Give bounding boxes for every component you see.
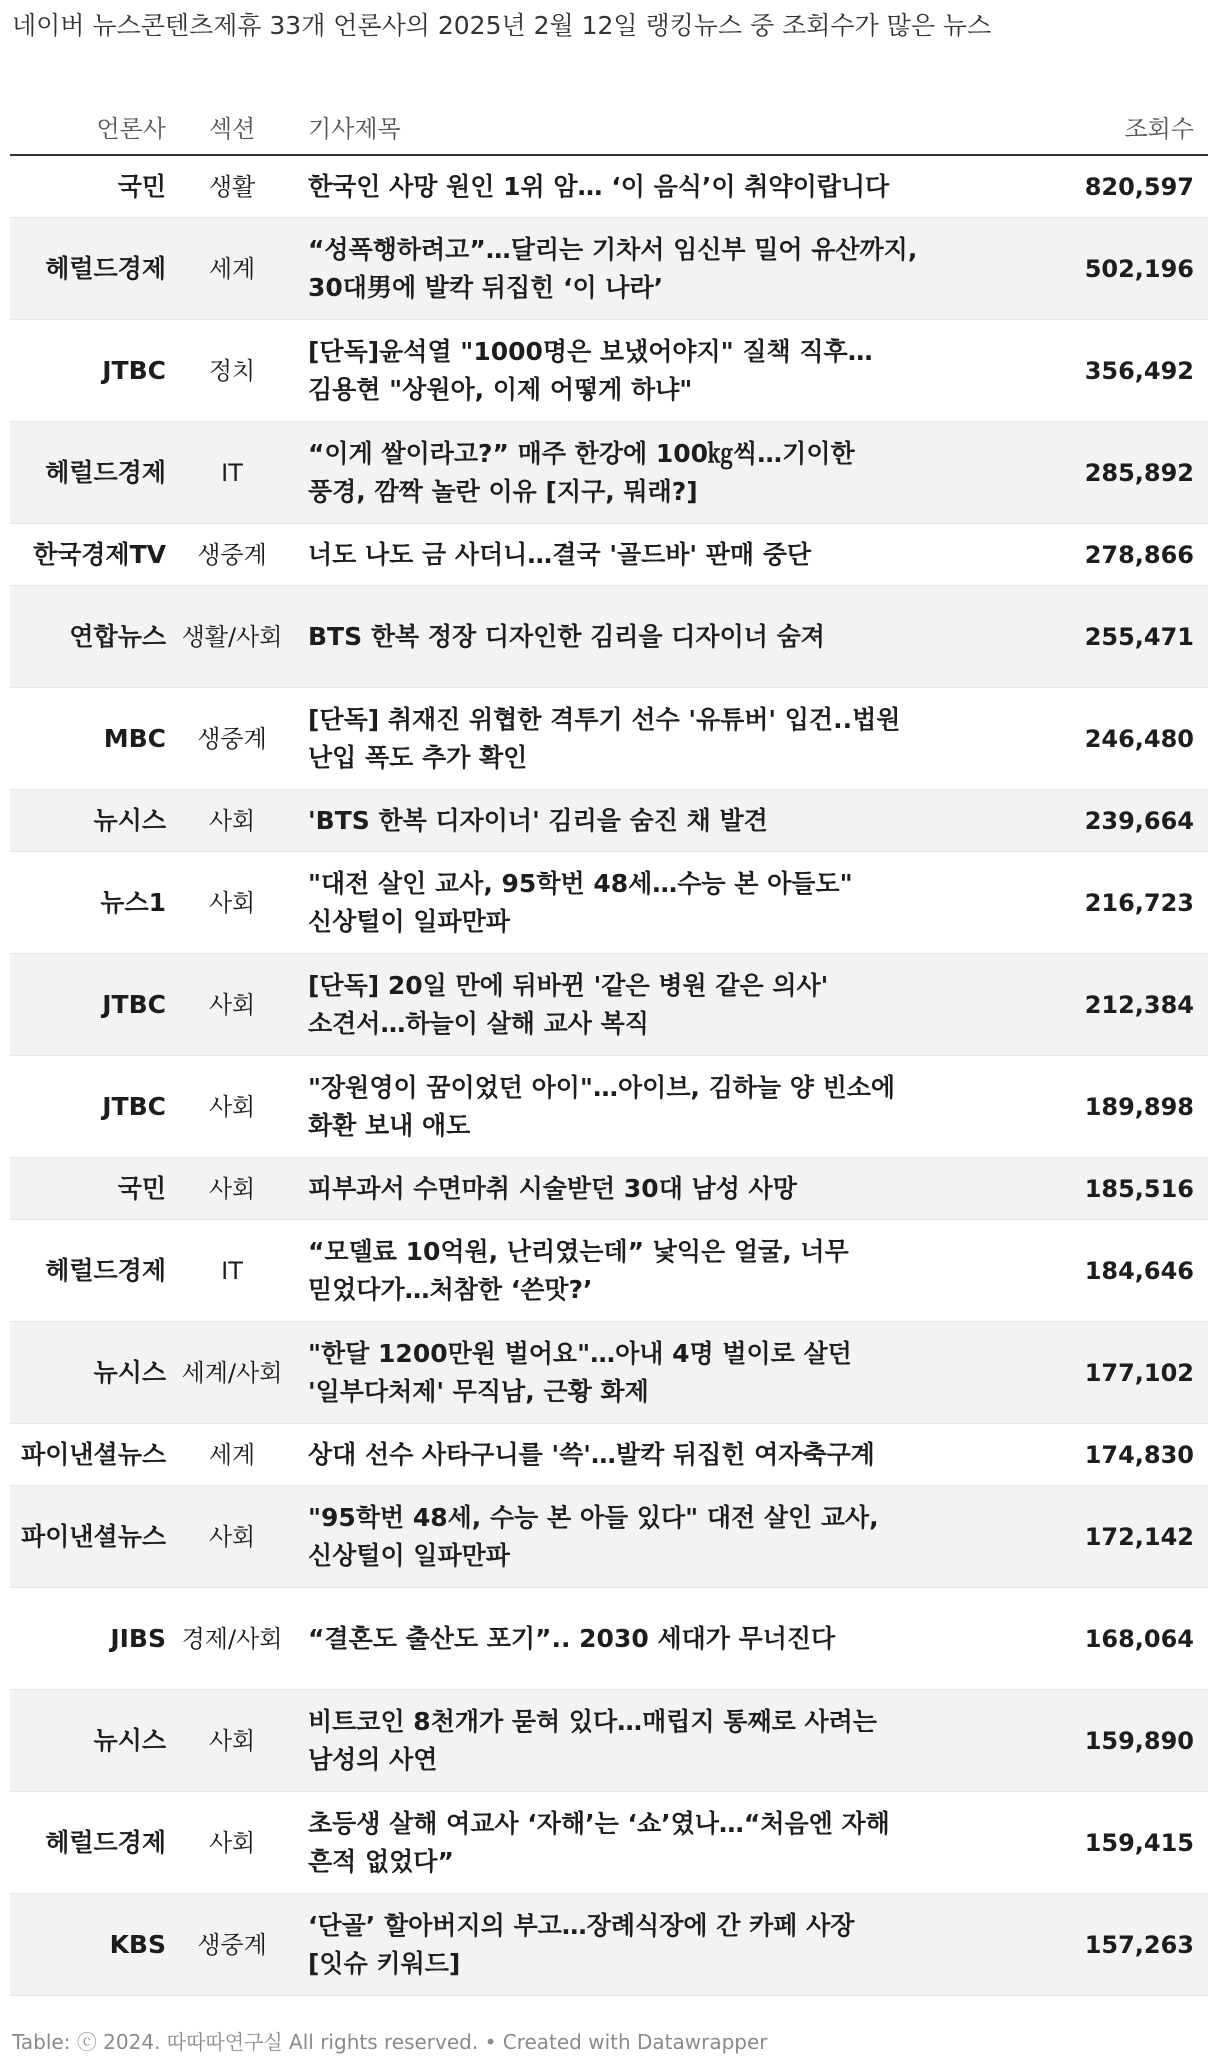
cell-section: 사회 — [170, 790, 294, 852]
cell-section: 사회 — [170, 954, 294, 1056]
cell-section: 정치 — [170, 320, 294, 422]
cell-publisher: 연합뉴스 — [10, 586, 170, 688]
cell-section: 사회 — [170, 1792, 294, 1894]
cell-title: BTS 한복 정장 디자인한 김리을 디자이너 숨져 — [294, 586, 934, 688]
cell-section: 세계/사회 — [170, 1322, 294, 1424]
table-row — [10, 586, 1208, 688]
cell-section: 생중계 — [170, 1894, 294, 1996]
cell-publisher: 뉴시스 — [10, 790, 170, 852]
table-body — [10, 155, 1208, 1996]
cell-publisher: 한국경제TV — [10, 524, 170, 586]
table-row — [10, 1158, 1208, 1220]
cell-views: 157,263 — [934, 1894, 1208, 1996]
cell-title: "대전 살인 교사, 95학번 48세…수능 본 아들도" 신상털이 일파만파 — [294, 852, 934, 954]
cell-views: 174,830 — [934, 1424, 1208, 1486]
table-row — [10, 155, 1208, 218]
cell-views: 285,892 — [934, 422, 1208, 524]
cell-views: 159,415 — [934, 1792, 1208, 1894]
cell-publisher: 뉴시스 — [10, 1690, 170, 1792]
cell-publisher: 파이낸셜뉴스 — [10, 1424, 170, 1486]
chart-title: 네이버 뉴스콘텐츠제휴 33개 언론사의 2025년 2월 12일 랭킹뉴스 중 조회수가 많은 뉴스 — [12, 11, 992, 40]
cell-publisher: 국민 — [10, 1158, 170, 1220]
cell-publisher: 헤럴드경제 — [10, 1220, 170, 1322]
cell-section: 생중계 — [170, 524, 294, 586]
cell-title: 너도 나도 금 사더니…결국 '골드바' 판매 중단 — [294, 524, 934, 586]
cell-publisher: 뉴스1 — [10, 852, 170, 954]
cell-title: “모델료 10억원, 난리였는데” 낯익은 얼굴, 너무 믿었다가…처참한 ‘쓴맛?’ — [294, 1220, 934, 1322]
cell-section: IT — [170, 422, 294, 524]
cell-publisher: 국민 — [10, 155, 170, 218]
cell-views: 246,480 — [934, 688, 1208, 790]
cell-title: 피부과서 수면마취 시술받던 30대 남성 사망 — [294, 1158, 934, 1220]
cell-section: 생활/사회 — [170, 586, 294, 688]
cell-title: 비트코인 8천개가 묻혀 있다…매립지 통째로 사려는 남성의 사연 — [294, 1690, 934, 1792]
cell-views: 239,664 — [934, 790, 1208, 852]
cell-section: 생중계 — [170, 688, 294, 790]
cell-title: 'BTS 한복 디자이너' 김리을 숨진 채 발견 — [294, 790, 934, 852]
cell-title: ‘단골’ 할아버지의 부고…장례식장에 간 카페 사장 [잇슈 키워드] — [294, 1894, 934, 1996]
table-row — [10, 1690, 1208, 1792]
cell-publisher: KBS — [10, 1894, 170, 1996]
table-row — [10, 422, 1208, 524]
cell-views: 159,890 — [934, 1690, 1208, 1792]
table-row — [10, 1588, 1208, 1690]
table-row — [10, 1424, 1208, 1486]
cell-publisher: JIBS — [10, 1588, 170, 1690]
table-row — [10, 524, 1208, 586]
cell-publisher: 파이낸셜뉴스 — [10, 1486, 170, 1588]
cell-section: 사회 — [170, 1056, 294, 1158]
cell-title: "한달 1200만원 벌어요"…아내 4명 벌이로 살던 '일부다처제' 무직남, 근황 화제 — [294, 1322, 934, 1424]
cell-publisher: 헤럴드경제 — [10, 422, 170, 524]
cell-section: 경제/사회 — [170, 1588, 294, 1690]
cell-section: 세계 — [170, 1424, 294, 1486]
table-row — [10, 320, 1208, 422]
table-header — [10, 98, 1208, 155]
ranking-table — [10, 98, 1208, 1996]
cell-title: "95학번 48세, 수능 본 아들 있다" 대전 살인 교사, 신상털이 일파만파 — [294, 1486, 934, 1588]
cell-section: 사회 — [170, 1158, 294, 1220]
cell-views: 278,866 — [934, 524, 1208, 586]
cell-views: 820,597 — [934, 155, 1208, 218]
cell-title: "장원영이 꿈이었던 아이"…아이브, 김하늘 양 빈소에 화환 보내 애도 — [294, 1056, 934, 1158]
cell-title: “결혼도 출산도 포기”.. 2030 세대가 무너진다 — [294, 1588, 934, 1690]
cell-title: 상대 선수 사타구니를 '쓱'…발칵 뒤집힌 여자축구계 — [294, 1424, 934, 1486]
cell-title: [단독] 20일 만에 뒤바뀐 '같은 병원 같은 의사' 소견서…하늘이 살해 교사 복직 — [294, 954, 934, 1056]
cell-publisher: JTBC — [10, 1056, 170, 1158]
table-row — [10, 1894, 1208, 1996]
header-publisher[interactable]: 언론사 — [10, 98, 170, 155]
cell-title: “성폭행하려고”…달리는 기차서 임신부 밀어 유산까지, 30대男에 발칵 뒤집힌 ‘이 나라’ — [294, 218, 934, 320]
cell-views: 185,516 — [934, 1158, 1208, 1220]
table-row — [10, 1220, 1208, 1322]
cell-publisher: 헤럴드경제 — [10, 218, 170, 320]
cell-views: 189,898 — [934, 1056, 1208, 1158]
cell-section: 사회 — [170, 1486, 294, 1588]
cell-title: [단독] 취재진 위협한 격투기 선수 '유튜버' 입건..법원 난입 폭도 추가 확인 — [294, 688, 934, 790]
header-section[interactable]: 섹션 — [170, 98, 294, 155]
cell-title: 한국인 사망 원인 1위 암… ‘이 음식’이 취약이랍니다 — [294, 155, 934, 218]
table-row — [10, 1486, 1208, 1588]
table-row — [10, 688, 1208, 790]
table-row — [10, 790, 1208, 852]
cell-publisher: JTBC — [10, 954, 170, 1056]
cell-views: 502,196 — [934, 218, 1208, 320]
cell-section: IT — [170, 1220, 294, 1322]
table-row — [10, 1792, 1208, 1894]
cell-views: 172,142 — [934, 1486, 1208, 1588]
cell-section: 생활 — [170, 155, 294, 218]
table-row — [10, 1322, 1208, 1424]
cell-publisher: 헤럴드경제 — [10, 1792, 170, 1894]
cell-title: “이게 쌀이라고?” 매주 한강에 100㎏씩…기이한 풍경, 깜짝 놀란 이유 [지구, 뭐래?] — [294, 422, 934, 524]
cell-title: [단독]윤석열 "1000명은 보냈어야지" 질책 직후…김용현 "상원아, 이제 어떻게 하냐" — [294, 320, 934, 422]
header-views[interactable]: 조회수 — [934, 98, 1208, 155]
cell-views: 168,064 — [934, 1588, 1208, 1690]
cell-title: 초등생 살해 여교사 ‘자해’는 ‘쇼’였나…“처음엔 자해 흔적 없었다” — [294, 1792, 934, 1894]
cell-publisher: 뉴시스 — [10, 1322, 170, 1424]
footer-credit: Table: ⓒ 2024. 따따따연구실 All rights reserved. • Created with Datawrapper — [12, 2030, 768, 2054]
table-row — [10, 852, 1208, 954]
header-row — [10, 98, 1208, 155]
table-row — [10, 954, 1208, 1056]
cell-views: 356,492 — [934, 320, 1208, 422]
cell-views: 212,384 — [934, 954, 1208, 1056]
table-row — [10, 1056, 1208, 1158]
header-title[interactable]: 기사제목 — [294, 98, 934, 155]
cell-publisher: MBC — [10, 688, 170, 790]
cell-section: 세계 — [170, 218, 294, 320]
cell-section: 사회 — [170, 852, 294, 954]
cell-views: 216,723 — [934, 852, 1208, 954]
cell-section: 사회 — [170, 1690, 294, 1792]
table-row — [10, 218, 1208, 320]
cell-publisher: JTBC — [10, 320, 170, 422]
cell-views: 255,471 — [934, 586, 1208, 688]
cell-views: 184,646 — [934, 1220, 1208, 1322]
cell-views: 177,102 — [934, 1322, 1208, 1424]
